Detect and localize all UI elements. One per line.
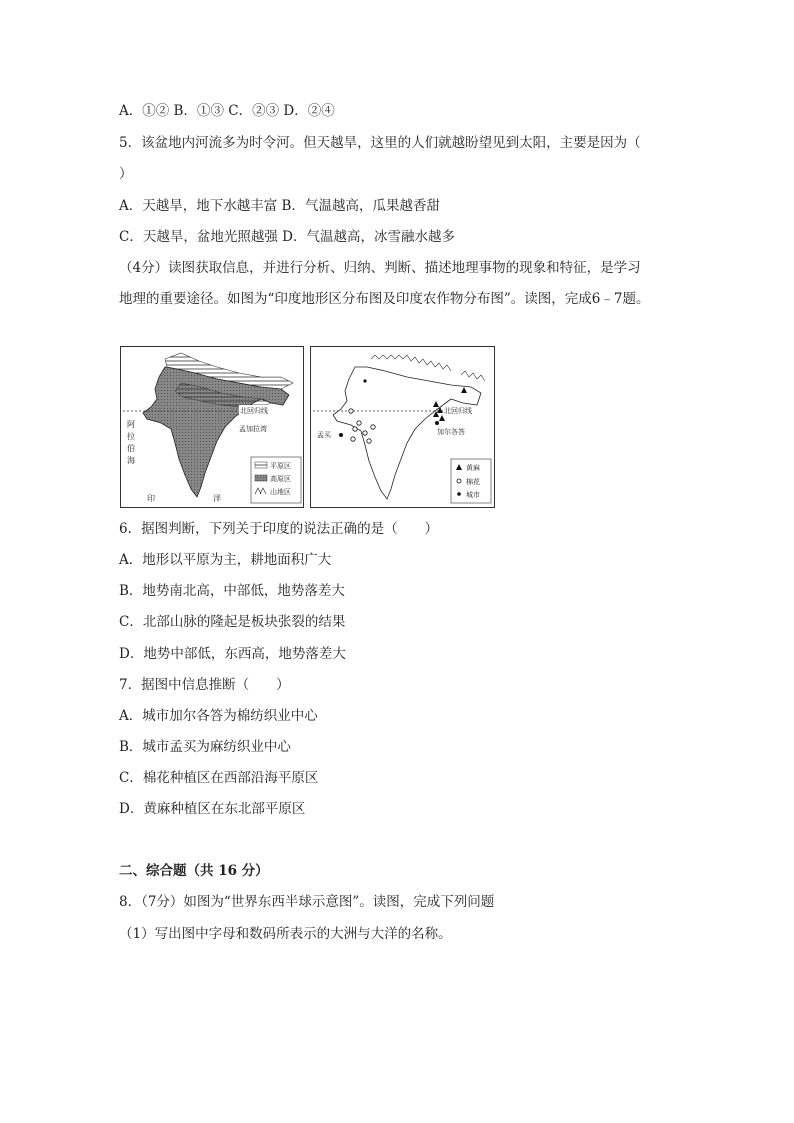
mumbai-label: 孟买 [317, 431, 331, 439]
q5-options-line1: A．天越旱，地下水越丰富 B．气温越高，瓜果越香甜 [119, 198, 440, 214]
q5-options-line2: C．天越旱，盆地光照越强 D．气温越高，冰雪融水越多 [119, 229, 455, 245]
q7-option-c: C．棉花种植区在西部沿海平原区 [119, 770, 319, 786]
right-tropic-label: 北回归线 [444, 407, 472, 415]
q7-option-a: A．城市加尔各答为棉纺织业中心 [119, 708, 318, 724]
legend-city: 城市 [466, 491, 480, 499]
q6-option-b: B．地势南北高，中部低，地势落差大 [119, 583, 345, 599]
indian-ocean-label-1: 印 [147, 494, 155, 503]
india-crops-map [310, 346, 495, 508]
legend-cotton: 棉花 [466, 478, 480, 486]
kolkata-label: 加尔各答 [437, 428, 465, 436]
left-tropic-label: 北回归线 [240, 407, 268, 415]
q8-stem: 8．（7分）如图为“世界东西半球示意图”。读图，完成下列问题 [119, 894, 495, 910]
arabian-sea-label-4: 海 [127, 456, 135, 465]
intro-line2: 地理的重要途径。如图为“印度地形区分布图及印度农作物分布图”。读图，完成6﹣7题。 [119, 291, 650, 307]
indian-ocean-label-2: 洋 [213, 494, 221, 503]
q5-stem-line2: ） [119, 166, 133, 182]
intro-line1: （4分）读图获取信息，并进行分析、归纳、判断、描述地理事物的现象和特征，是学习 [119, 260, 641, 276]
q7-option-b: B．城市孟买为麻纺织业中心 [119, 739, 291, 755]
arabian-sea-label-1: 阿 [127, 420, 135, 429]
legend-plain: 平原区 [270, 462, 291, 470]
india-terrain-map [120, 346, 304, 508]
q6-option-c: C．北部山脉的隆起是板块张裂的结果 [119, 614, 346, 630]
legend-mountain: 山地区 [270, 488, 291, 496]
q7-option-d: D．黄麻种植区在东北部平原区 [119, 801, 306, 817]
q6-option-a: A．地形以平原为主，耕地面积广大 [119, 552, 332, 568]
q6-stem: 6．据图判断，下列关于印度的说法正确的是（ ） [119, 521, 439, 537]
q8-sub1: （1）写出图中字母和数码所表示的大洲与大洋的名称。 [119, 926, 452, 942]
q4-options: A．①② B．①③ C．②③ D．②④ [119, 103, 335, 119]
q5-stem-line1: 5．该盆地内河流多为时令河。但天越旱，这里的人们就越盼望见到太阳，主要是因为（ [119, 135, 641, 151]
q7-stem: 7．据图中信息推断（ ） [119, 677, 290, 693]
legend-plateau: 高原区 [270, 475, 291, 483]
arabian-sea-label-2: 拉 [127, 432, 135, 441]
legend-jute: 黄麻 [466, 464, 480, 472]
bay-of-bengal-label: 孟加拉湾 [239, 425, 267, 433]
india-maps-figure [120, 346, 495, 508]
arabian-sea-label-3: 伯 [127, 444, 135, 453]
q6-option-d: D．地势中部低，东西高，地势落差大 [119, 646, 346, 662]
section2-title: 二、综合题（共 16 分） [119, 863, 269, 879]
